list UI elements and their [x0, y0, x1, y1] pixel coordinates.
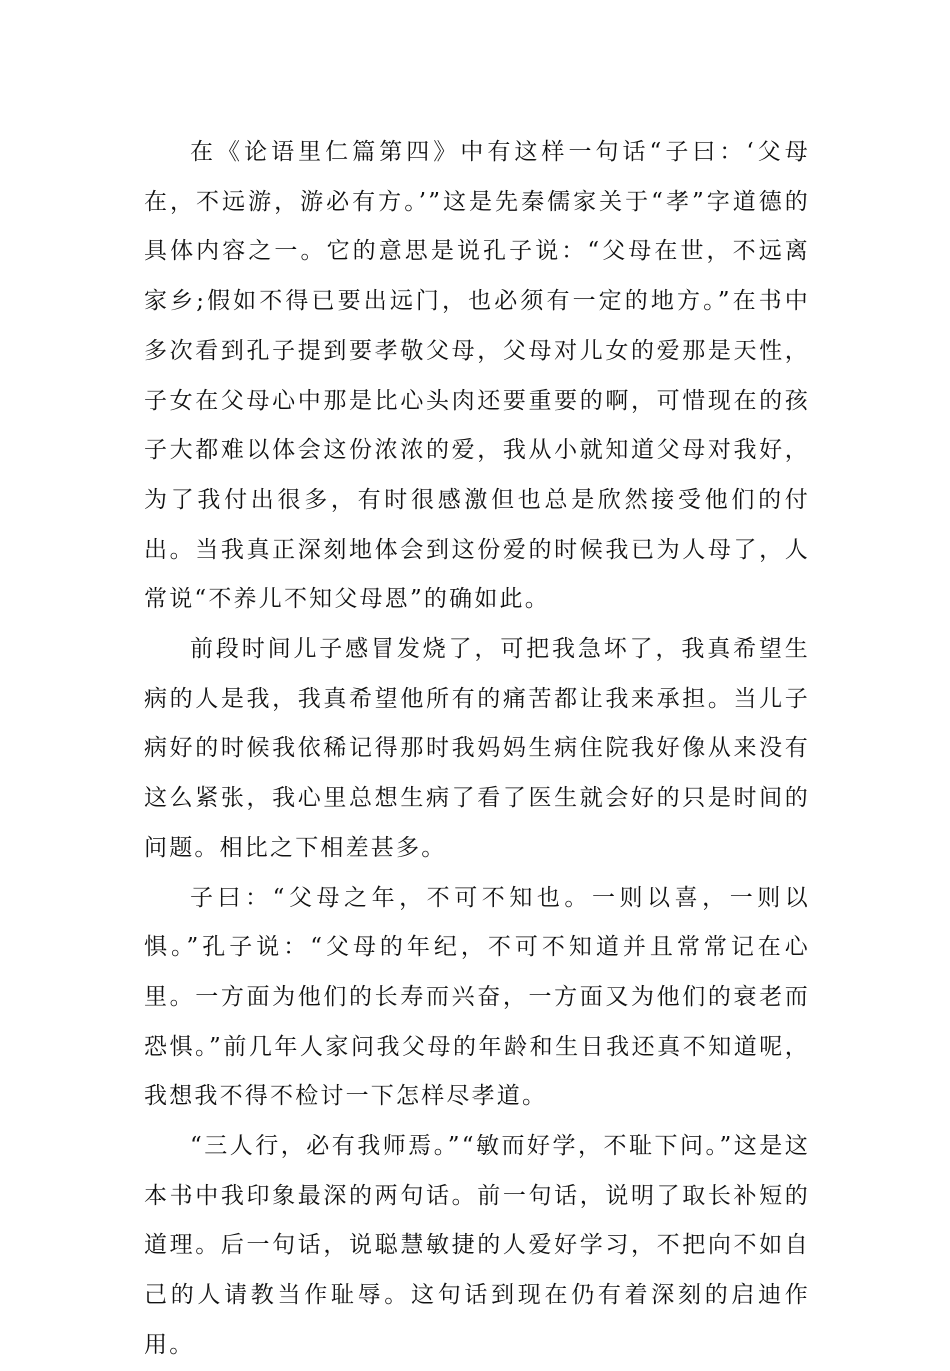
paragraph-4: “三人行，必有我师焉。”“敏而好学，不耻下问。”这是这本书中我印象最深的两句话。前一句话，说明了取长补短的道理。后一句话，说聪慧敏捷的人爱好学习，不把向不如自己的人请教当作耻辱。这句话到现在仍有着深刻的启迪作用。: [144, 1133, 810, 1358]
document-body: [144, 128, 810, 1371]
paragraph-1: 在《论语里仁篇第四》中有这样一句话“子曰：‘父母在，不远游，游必有方。’”这是先秦儒家关于“孝”字道德的具体内容之一。它的意思是说孔子说：“父母在世，不远离家乡;假如不得已要出远门，也必须有一定的地方。”在书中多次看到孔子提到要孝敬父母，父母对儿女的爱那是天性，子女在父母心中那是比心头肉还要重要的啊，可惜现在的孩子大都难以体会这份浓浓的爱，我从小就知道父母对我好，为了我付出很多，有时很感激但也总是欣然接受他们的付出。当我真正深刻地体会到这份爱的时候我已为人母了，人常说“不养儿不知父母恩”的确如此。: [144, 139, 810, 613]
paragraph-3: 子曰：“父母之年，不可不知也。一则以喜，一则以惧。”孔子说：“父母的年纪，不可不知道并且常常记在心里。一方面为他们的长寿而兴奋，一方面又为他们的衰老而恐惧。”前几年人家问我父母的年龄和生日我还真不知道呢，我想我不得不检讨一下怎样尽孝道。: [144, 884, 810, 1110]
paragraph-2: 前段时间儿子感冒发烧了，可把我急坏了，我真希望生病的人是我，我真希望他所有的痛苦都让我来承担。当儿子病好的时候我依稀记得那时我妈妈生病住院我好像从来没有这么紧张，我心里总想生病了看了医生就会好的只是时间的问题。相比之下相差甚多。: [144, 636, 810, 861]
